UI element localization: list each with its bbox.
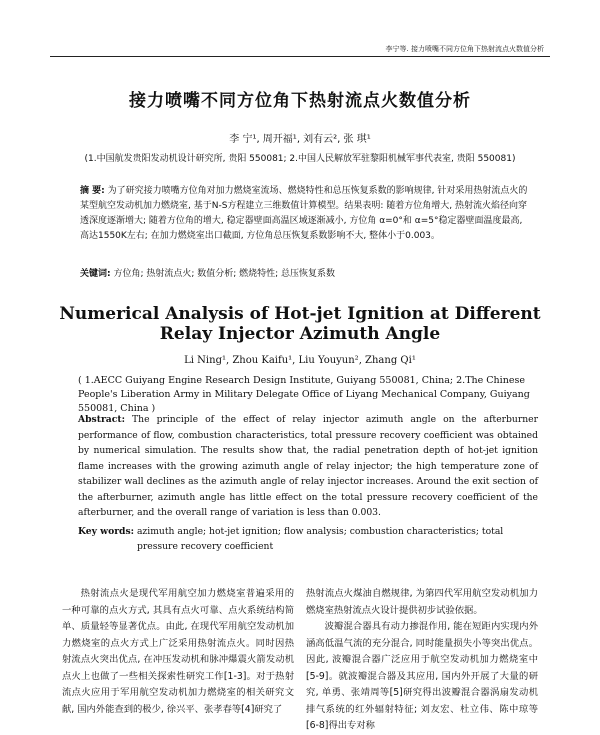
- chinese-abstract-text: 为了研究接力喷嘴方位角对加力燃烧室流场、燃烧特性和总压恢复系数的影响规律, 针对采用热射流点火的某型航空发动机加力燃烧室, 基于N-S方程建立三维数值计算模型。结果表明: 随着方位角增大, 热射流火焰径向穿透深度逐渐增大; 随着方位角的增大, 稳定器壁面高温区域逐渐减小, 方位角 α=0°和 α=5°稳定器壁面温度最高, 高达1550K左右; 在加力燃烧室出口截面, 方位角总压恢复系数影响不大, 整体小于0.003。: [80, 186, 528, 241]
- english-abstract: [78, 412, 538, 521]
- english-affiliation: ( 1.AECC Guiyang Engine Research Design Institute, Guiyang 550081, China; 2.The Chinese People's Liberation Army in Military Delegate Office of Liyang Mechanical Company, Guiyang 550081, China ): [78, 375, 530, 414]
- english-keywords-label: Key words:: [78, 526, 135, 537]
- chinese-authors: 李 宁¹, 周开福¹, 刘有云², 张 琪¹: [229, 134, 371, 145]
- chinese-keywords: [80, 267, 530, 282]
- running-head: 李宁等. 接力喷嘴不同方位角下热射流点火数值分析: [385, 45, 544, 53]
- chinese-keywords-text: 方位角; 热射流点火; 数值分析; 燃烧特性; 总压恢复系数: [113, 269, 336, 279]
- english-authors: Li Ning¹, Zhou Kaifu¹, Liu Youyun², Zhang Qi¹: [184, 355, 416, 366]
- body-right-column: [306, 586, 538, 735]
- english-title: Numerical Analysis of Hot-jet Ignition at Different Relay Injector Azimuth Angle: [59, 304, 541, 344]
- chinese-keywords-label: 关键词:: [80, 269, 111, 279]
- chinese-affiliation: (1.中国航发贵阳发动机设计研究所, 贵阳 550081; 2.中国人民解放军驻黎阳机械军事代表室, 贵阳 550081): [84, 154, 516, 164]
- english-keywords: [78, 524, 538, 554]
- body-right-paragraph-2: 波瓣混合器具有动力掺混作用, 能在短距内实现内外涵高低温气流的充分混合, 同时能量损失小等突出优点。因此, 波瓣混合器广泛应用于航空发动机加力燃烧室中[5-9]。就波瓣混合器及其应用, 国内外开展了大量的研究, 单勇、张靖周等[5]研究得出波瓣混合器涡扇发动机排气系统的红外辐射特征; 刘友宏、杜立伟、陈中琼等[6-8]得出专对称: [306, 621, 538, 731]
- english-abstract-text: The principle of the effect of relay injector azimuth angle on the afterburner performance of flow, combustion characteristics, total pressure recovery coefficient was obtained by numerical simulation. The results show that, the radial penetration depth of hot-jet ignition flame increases with the growing azimuth angle of relay injector; the high temperature zone of stabilizer wall declines as the azimuth angle of relay injector increases. Around the exit section of the afterburner, azimuth angle has little effect on the total pressure recovery coefficient of the afterburner, and the overall range of variation is less than 0.003.: [78, 414, 538, 518]
- body-right-paragraph-1: 热射流点火煤油自燃规律, 为第四代军用航空发动机加力燃烧室热射流点火设计提供初步试验依据。: [306, 588, 538, 616]
- body-left-column: 热射流点火是现代军用航空加力燃烧室普遍采用的一种可靠的点火方式, 其具有点火可靠、点火系统结构简单、质量轻等显著优点。由此, 在现代军用航空发动机加力燃烧室的点火方式上广泛采用热射流点火。同时因热射流点火突出优点, 在冲压发动机和脉冲爆震火箭发动机点火上也做了一些相关探索性研究工作[1-3]。对于热射流点火应用于军用航空发动机加力燃烧室的相关研究文献, 国内外能查到的极少, 徐兴平、张孝春等[4]研究了: [62, 588, 294, 715]
- chinese-abstract: [80, 184, 530, 244]
- header-rule: [50, 56, 550, 57]
- english-keywords-text: azimuth angle; hot-jet ignition; flow analysis; combustion characteristics; total pressure recovery coefficient: [136, 526, 504, 552]
- chinese-title: 接力喷嘴不同方位角下热射流点火数值分析: [129, 91, 471, 111]
- english-abstract-label: Abstract:: [78, 414, 125, 425]
- chinese-abstract-label: 摘 要:: [80, 186, 105, 196]
